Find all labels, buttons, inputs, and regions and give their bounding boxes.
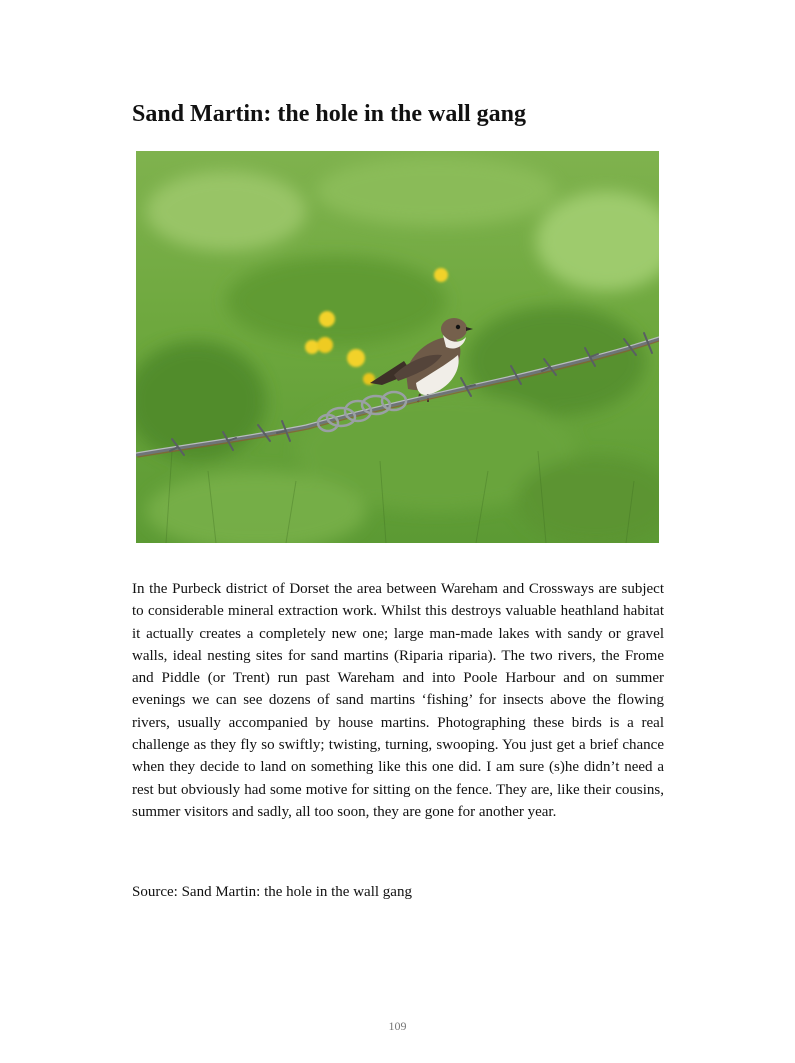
page-number: 109 <box>388 1019 407 1033</box>
article-paragraph: In the Purbeck district of Dorset the area between Wareham and Crossways are subject to considerable mineral extraction work. Whilst this destroys valuable heathland habitat it actually creates a completely new one; large man-made lakes with sandy or gravel walls, ideal nesting sites for sand martins (Riparia riparia). The two rivers, the Frome and Piddle (or Trent) run past Wareham and into Poole Harbour and on summer evenings we can see dozens of sand martins ‘fishing’ for insects above the flowing rivers, usually accompanied by house martins. Photographing these birds is a real challenge as they fly so swiftly; twisting, turning, swooping. You just get a brief chance when they decide to land on something like this one did. I am sure (s)he didn’t need a rest but obviously had some motive for sitting on the fence. They are, like their cousins, summer visitors and sadly, all too soon, they are gone for another year. <box>132 581 664 820</box>
source-line: Source: Sand Martin: the hole in the wall gang <box>132 884 412 900</box>
sand-martin-photo <box>136 151 659 543</box>
page-title: Sand Martin: the hole in the wall gang <box>132 101 527 127</box>
